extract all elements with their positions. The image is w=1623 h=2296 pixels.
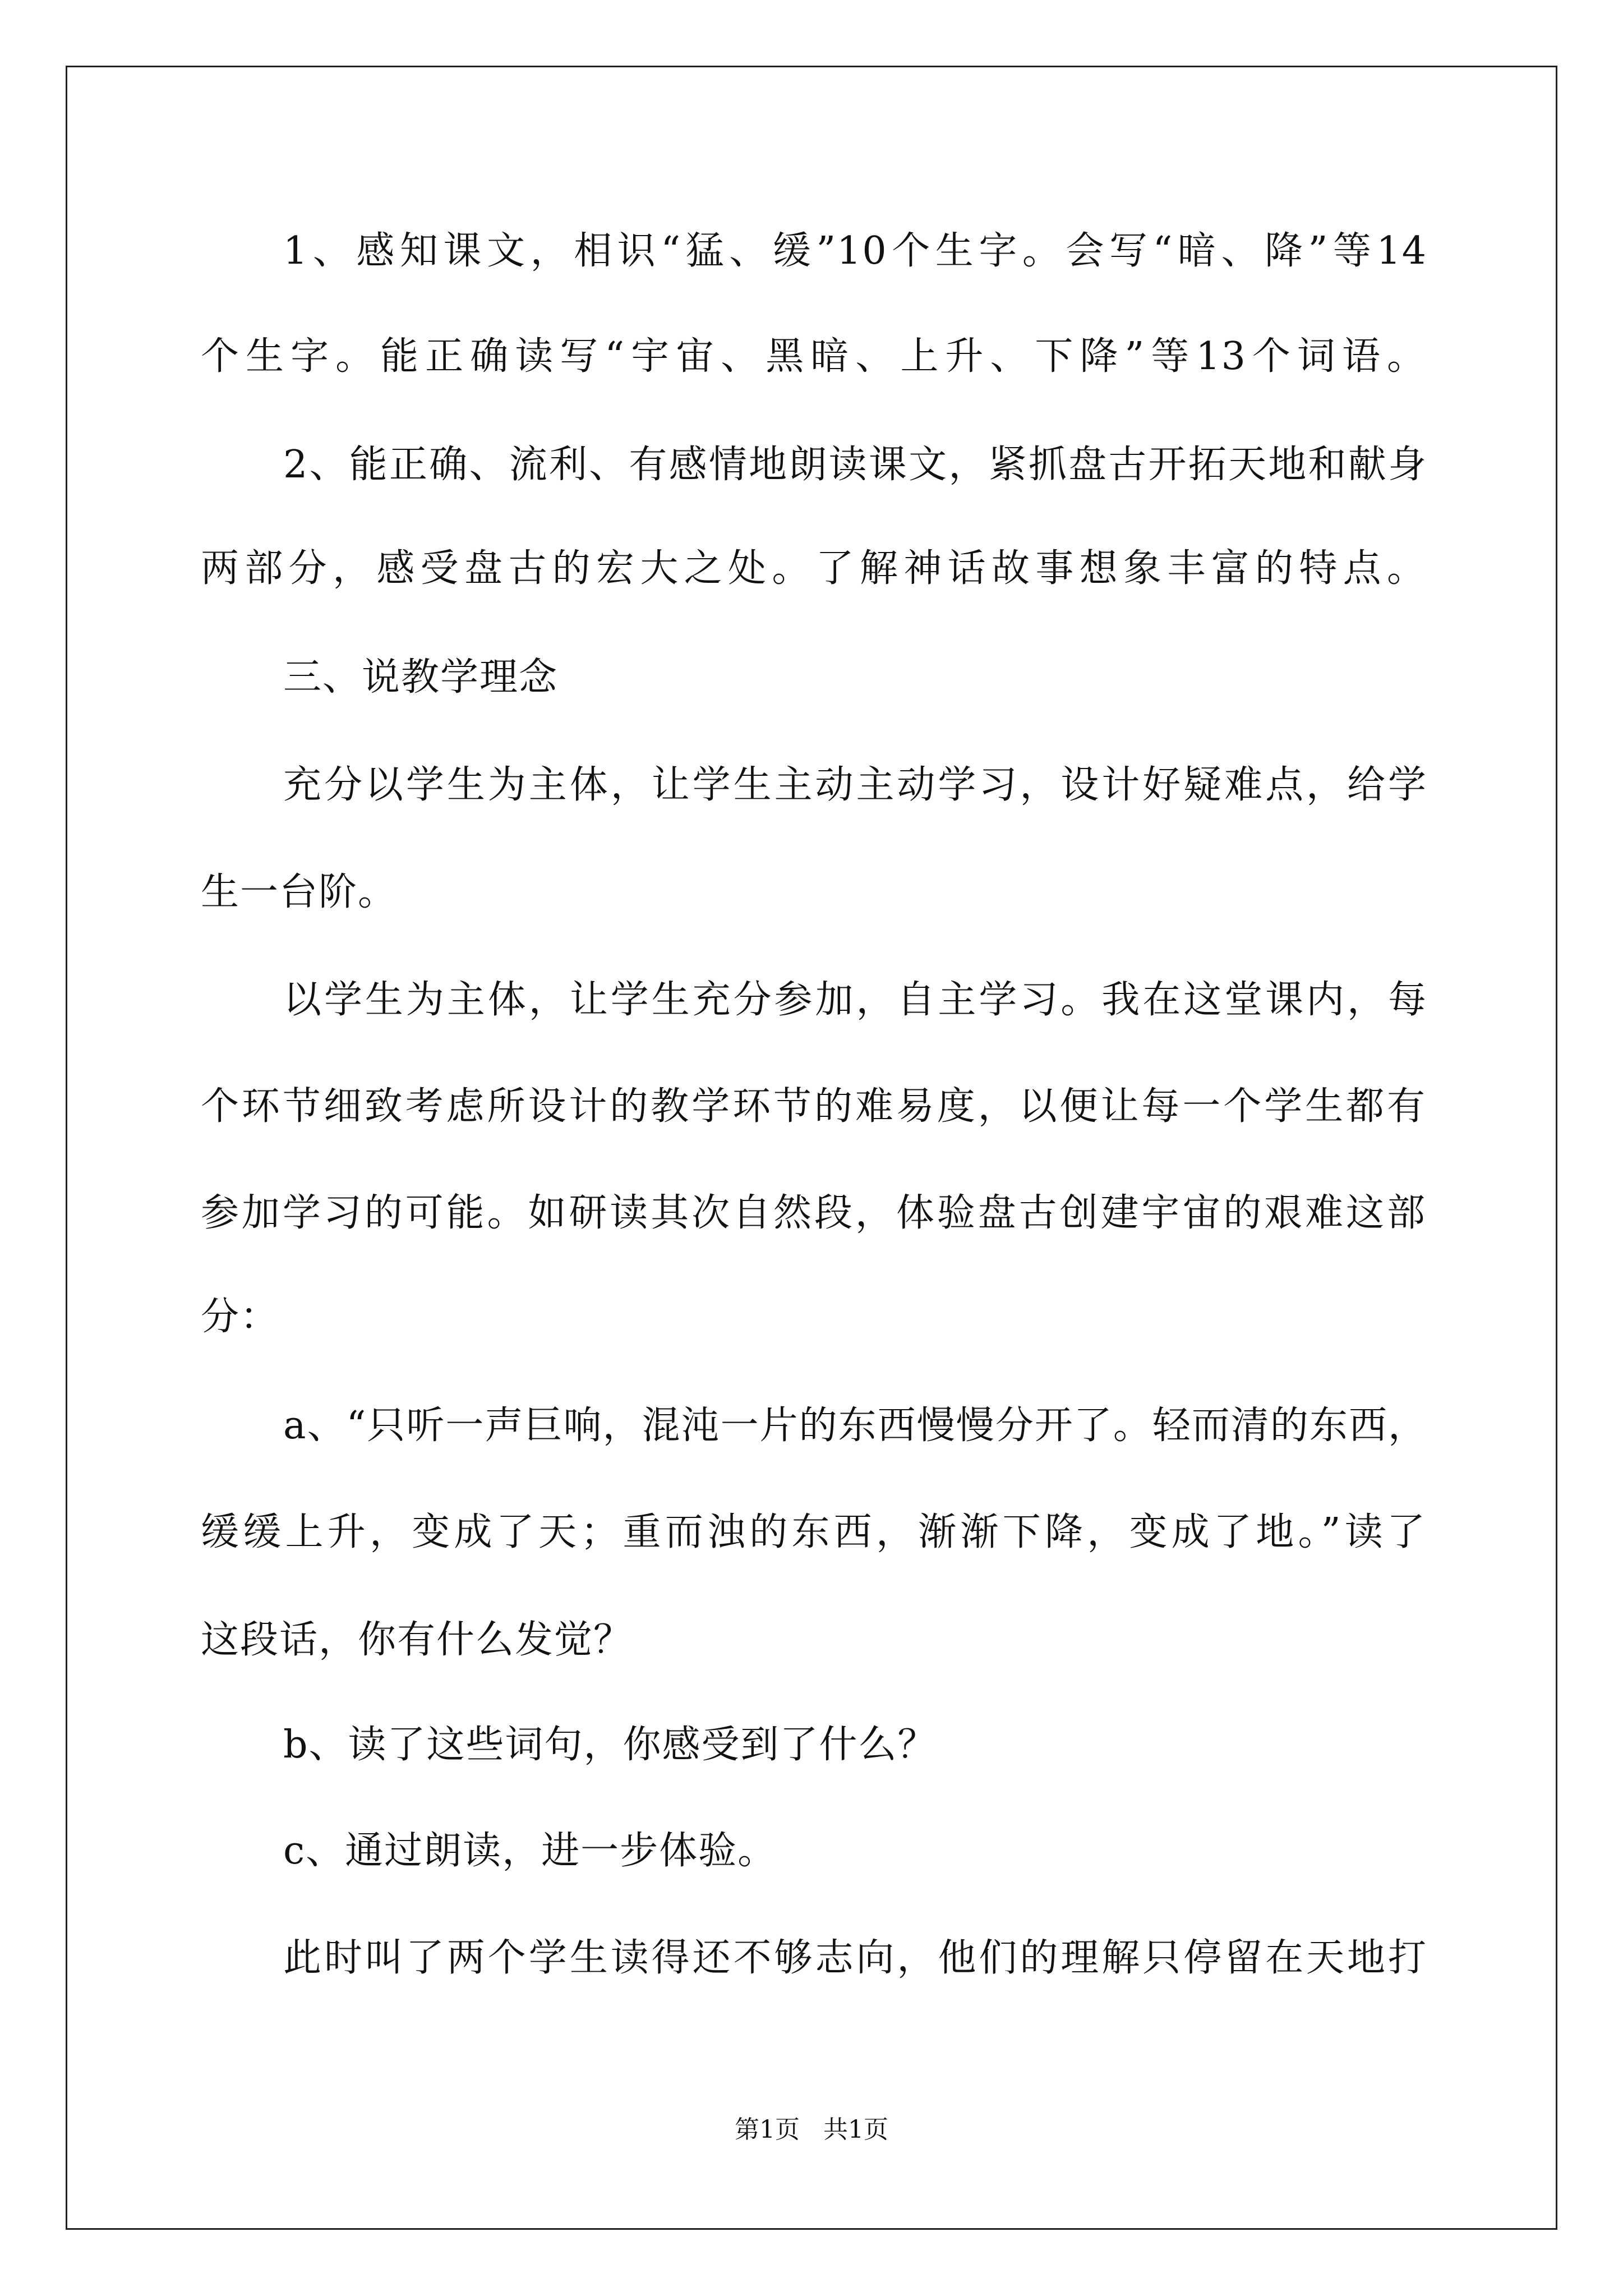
text-line: 以学生为主体，让学生充分参加，自主学习。我在这堂课内，每 xyxy=(283,978,1427,1022)
text-line: c、通过朗读，进一步体验。 xyxy=(283,1829,777,1873)
text-line: a、“只听一声巨响，混沌一片的东西慢慢分开了。轻而清的东西， xyxy=(283,1404,1427,1448)
text-line: 分： xyxy=(201,1295,280,1339)
page-footer: 第1页 共1页 xyxy=(735,2115,888,2144)
text-line: 生一台阶。 xyxy=(201,870,398,914)
text-line: 这段话，你有什么发觉？ xyxy=(201,1618,633,1662)
text-line: 2、能正确、流利、有感情地朗读课文，紧抓盘古开拓天地和献身 xyxy=(283,443,1427,487)
text-line: 1、感知课文，相识“猛、缓”10个生字。会写“暗、降”等14 xyxy=(283,229,1427,273)
text-line: 缓缓上升，变成了天；重而浊的东西，渐渐下降，变成了地。”读了 xyxy=(201,1510,1426,1554)
section-heading: 三、说教学理念 xyxy=(283,655,559,700)
text-line: 个环节细致考虑所设计的教学环节的难易度，以便让每一个学生都有 xyxy=(201,1084,1426,1129)
page-border xyxy=(66,66,1557,2230)
text-line: 个生字。能正确读写“宇宙、黑暗、上升、下降”等13个词语。 xyxy=(201,334,1426,379)
text-line: b、读了这些词句，你感受到了什么？ xyxy=(283,1723,937,1767)
text-line: 两部分，感受盘古的宏大之处。了解神话故事想象丰富的特点。 xyxy=(201,546,1426,591)
text-line: 参加学习的可能。如研读其次自然段，体验盘古创建宇宙的艰难这部 xyxy=(201,1191,1426,1235)
text-line: 充分以学生为主体，让学生主动主动学习，设计好疑难点，给学 xyxy=(283,763,1427,807)
text-line: 此时叫了两个学生读得还不够志向，他们的理解只停留在天地打 xyxy=(283,1936,1427,1980)
